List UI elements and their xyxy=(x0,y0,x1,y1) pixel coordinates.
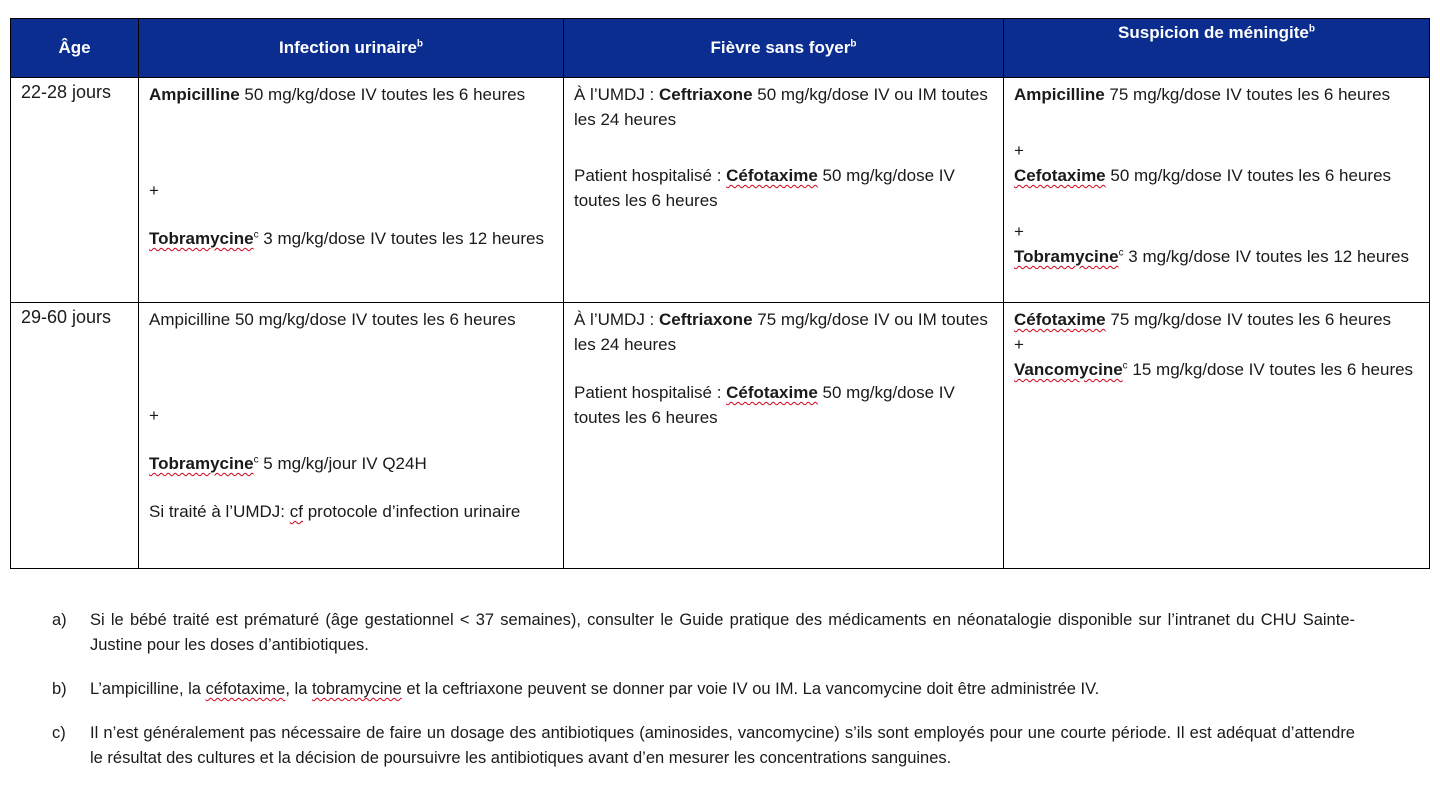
footnote-marker: c xyxy=(253,454,259,466)
umdj-note xyxy=(149,499,553,524)
dose-line xyxy=(574,380,993,430)
drug-name: Ampicilline xyxy=(1014,85,1105,104)
dose-line xyxy=(149,226,553,251)
header-label: Fièvre sans foyer xyxy=(710,38,851,57)
header-fievre-sans-foyer xyxy=(564,19,1004,78)
dose-text: 75 mg/kg/dose IV toutes les 6 heures xyxy=(1105,310,1392,329)
footnote-text-part: , la xyxy=(285,680,312,698)
footnote-text: Si le bébé traité est prématuré (âge gestationnel < 37 semaines), consulter le Guide pratique des médicaments en néonatalogie disponible sur l’intranet du CHU Sainte-Justine pour les doses d’antibiotiques. xyxy=(90,611,1355,654)
fievre-sans-foyer-cell xyxy=(564,78,1004,303)
dose-line xyxy=(1014,163,1419,188)
footnote-marker: c xyxy=(1118,247,1124,259)
suspicion-meningite-cell xyxy=(1004,303,1430,569)
header-label: Suspicion de méningite xyxy=(1118,23,1309,42)
dose-text: 15 mg/kg/dose IV toutes les 6 heures xyxy=(1127,360,1414,379)
dose-line xyxy=(149,451,553,476)
note-text: protocole d’infection urinaire xyxy=(302,502,521,521)
age-cell: 29-60 jours xyxy=(11,303,139,569)
dose-line xyxy=(1014,82,1419,107)
drug-name: Tobramycine xyxy=(1014,247,1119,266)
header-suspicion-meningite xyxy=(1004,19,1430,78)
drug-name: Vancomycine xyxy=(1014,360,1123,379)
drug-name: Tobramycine xyxy=(149,229,254,248)
footnote-marker: b xyxy=(416,38,424,50)
footnote-b xyxy=(52,677,1355,702)
setting-text: À l’UMDJ : xyxy=(574,85,659,104)
footnote-text-part: céfotaxime xyxy=(205,680,286,698)
dose-line xyxy=(1014,244,1419,269)
infection-urinaire-cell xyxy=(139,303,564,569)
footnote-label: b) xyxy=(52,680,67,698)
plus-sign: + xyxy=(149,181,159,200)
dose-text: 3 mg/kg/dose IV toutes les 12 heures xyxy=(258,229,544,248)
footnote-text-part: et la ceftriaxone peuvent se donner par voie IV ou IM. La vancomycine doit être administrée IV. xyxy=(401,680,1100,698)
dose-text: 50 mg/kg/dose IV ou IM toutes les 24 heures xyxy=(574,85,988,129)
drug-name: Ceftriaxone xyxy=(659,85,753,104)
dose-line xyxy=(149,82,553,107)
dose-line xyxy=(574,307,993,357)
dose-text: 50 mg/kg/dose IV toutes les 6 heures xyxy=(239,85,526,104)
footnote-marker: c xyxy=(253,229,259,241)
plus-sign: + xyxy=(149,406,159,425)
dose-line xyxy=(1014,307,1419,332)
infection-urinaire-cell xyxy=(139,78,564,303)
setting-text: Patient hospitalisé : xyxy=(574,383,727,402)
table-row xyxy=(11,78,1430,303)
footnotes xyxy=(52,608,1355,790)
drug-name: Ampicilline xyxy=(149,85,240,104)
dose-line: Ampicilline 50 mg/kg/dose IV toutes les 6 heures xyxy=(149,310,516,329)
drug-name: Tobramycine xyxy=(149,454,254,473)
footnote-text-part: tobramycine xyxy=(311,680,402,698)
fievre-sans-foyer-cell xyxy=(564,303,1004,569)
dose-text: 5 mg/kg/jour IV Q24H xyxy=(258,454,427,473)
dose-text: 50 mg/kg/dose IV toutes les 6 heures xyxy=(574,166,955,210)
header-age: Âge xyxy=(11,19,139,78)
footnote-text: Il n’est généralement pas nécessaire de faire un dosage des antibiotiques (aminosides, vancomycine) s’ils sont employés pour une courte période. Il est adéquat d’attendre le résultat des cultures et la décision de poursuivre les antibiotiques avant d’en mesurer les concentrations sanguines. xyxy=(90,724,1355,767)
plus-sign: + xyxy=(1014,141,1024,160)
dose-text: 50 mg/kg/dose IV toutes les 6 heures xyxy=(1105,166,1392,185)
dose-line xyxy=(574,163,993,213)
table-row xyxy=(11,303,1430,569)
dose-line xyxy=(1014,357,1419,382)
header-label: Infection urinaire xyxy=(278,38,417,57)
setting-text: À l’UMDJ : xyxy=(574,310,659,329)
drug-name: Céfotaxime xyxy=(726,166,818,185)
footnote-label: c) xyxy=(52,724,66,742)
plus-sign: + xyxy=(1014,222,1024,241)
note-text: Si traité à l’UMDJ: xyxy=(149,502,290,521)
note-text: cf xyxy=(289,502,303,521)
dose-text: 75 mg/kg/dose IV ou IM toutes les 24 heures xyxy=(574,310,988,354)
dose-text: 3 mg/kg/dose IV toutes les 12 heures xyxy=(1123,247,1409,266)
dose-text: 50 mg/kg/dose IV toutes les 6 heures xyxy=(574,383,955,427)
dose-text: 75 mg/kg/dose IV toutes les 6 heures xyxy=(1104,85,1391,104)
footnote-marker: b xyxy=(850,38,857,50)
footnote-marker: c xyxy=(1122,360,1128,372)
drug-name: Ceftriaxone xyxy=(659,310,753,329)
suspicion-meningite-cell xyxy=(1004,78,1430,303)
drug-name: Céfotaxime xyxy=(1014,310,1106,329)
drug-name: Cefotaxime xyxy=(1014,166,1106,185)
header-infection-urinaire xyxy=(139,19,564,78)
setting-text: Patient hospitalisé : xyxy=(574,166,727,185)
antibiotic-dosing-table xyxy=(10,18,1430,569)
footnote-text xyxy=(90,677,1355,702)
dose-line xyxy=(574,82,993,132)
table-header-row xyxy=(11,19,1430,78)
footnote-text-part: L’ampicilline, la xyxy=(90,680,206,698)
footnote-label: a) xyxy=(52,611,67,629)
footnote-c xyxy=(52,721,1355,771)
drug-name: Céfotaxime xyxy=(726,383,818,402)
age-cell: 22-28 jours xyxy=(11,78,139,303)
footnote-a xyxy=(52,608,1355,658)
plus-sign: + xyxy=(1014,335,1024,354)
footnote-marker: b xyxy=(1308,23,1315,35)
